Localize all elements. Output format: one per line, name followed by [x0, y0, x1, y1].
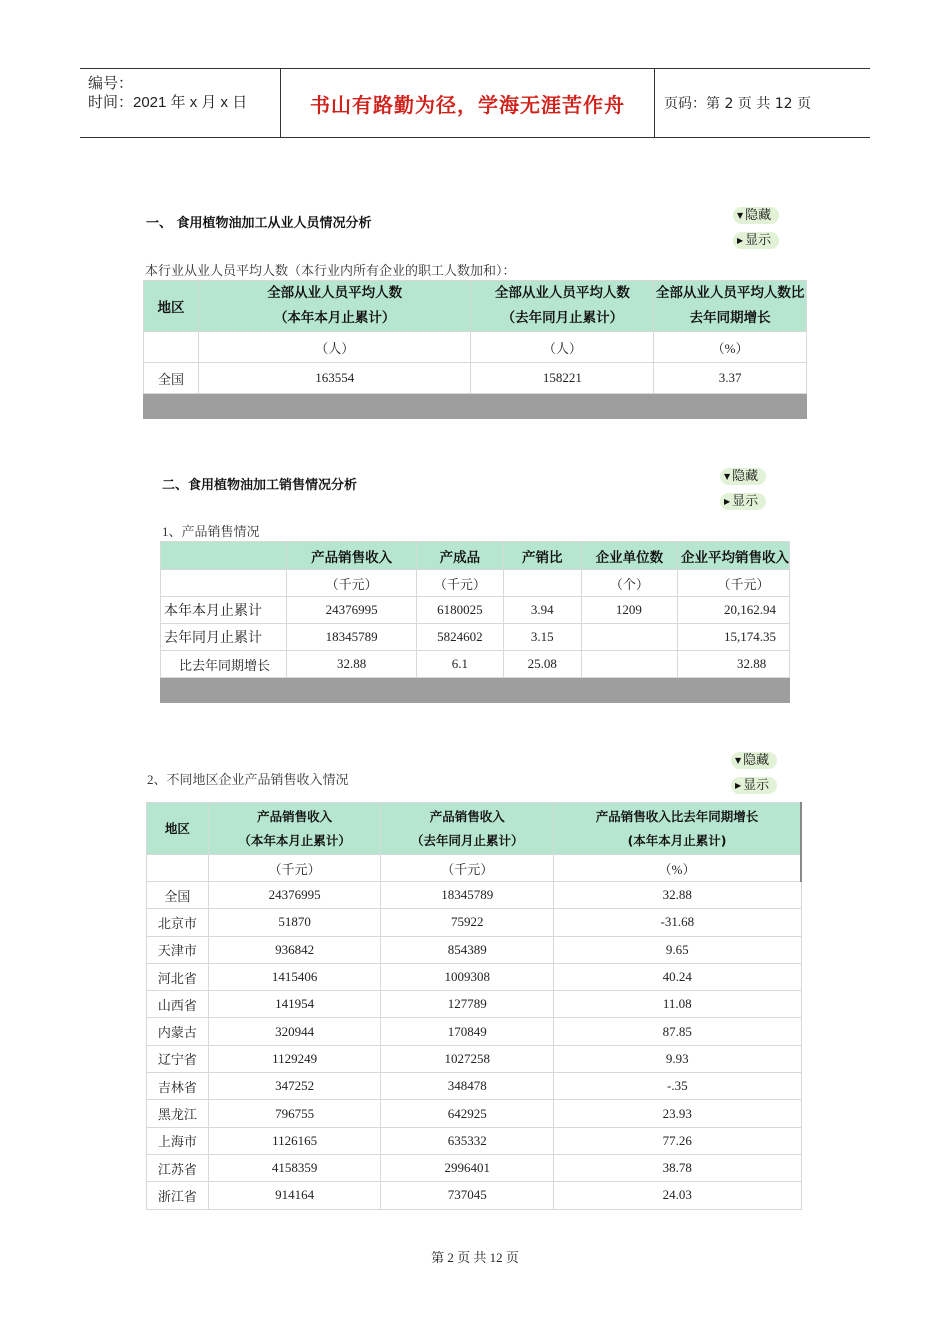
value-cell: 642925 — [381, 1100, 554, 1127]
value-cell: 1009308 — [381, 963, 554, 990]
header-cell: 产品销售收入 （去年同月止累计） — [381, 803, 554, 855]
show-toggle-3[interactable] — [731, 777, 777, 794]
unit-cell — [144, 332, 199, 363]
value-cell: 15,174.35 — [677, 624, 789, 651]
value-cell — [581, 651, 677, 678]
units-row — [161, 570, 790, 597]
value-cell: 38.78 — [554, 1154, 801, 1181]
value-cell: 4158359 — [208, 1154, 381, 1181]
section2-title: 二、食用植物油加工销售情况分析 — [162, 478, 358, 493]
page-info: 页码：第 2 页 共 12 页 — [664, 96, 811, 112]
header-cell: 产品销售收入 — [287, 542, 417, 570]
region-cell: 天津市 — [147, 936, 209, 963]
region-cell: 吉林省 — [147, 1073, 209, 1100]
value-cell: 347252 — [208, 1073, 381, 1100]
subsection1-title: 1、产品销售情况 — [162, 524, 260, 539]
header-cell: 企业单位数 — [581, 542, 677, 570]
table-row — [147, 1127, 802, 1154]
gray-bar-row — [144, 394, 807, 419]
value-cell: 32.88 — [677, 651, 789, 678]
table-header-row — [144, 281, 807, 332]
header-cell — [161, 542, 287, 570]
value-cell: 796755 — [208, 1100, 381, 1127]
value-cell: 1129249 — [208, 1045, 381, 1072]
header-page-cell — [654, 69, 870, 137]
value-cell: 9.93 — [554, 1045, 801, 1072]
number-label: 编号： — [88, 75, 134, 92]
region-cell: 河北省 — [147, 963, 209, 990]
region-cell: 北京市 — [147, 909, 209, 936]
hide-label: 隐藏 — [743, 753, 770, 768]
region-sales-table — [146, 802, 802, 1210]
header-meta — [80, 69, 280, 137]
section1-title: 一、 食用植物油加工从业人员情况分析 — [146, 216, 372, 231]
value-cell: 635332 — [381, 1127, 554, 1154]
show-label: 显示 — [743, 778, 770, 793]
table-row — [147, 991, 802, 1018]
value-cell: 25.08 — [503, 651, 581, 678]
value-cell: 914164 — [208, 1182, 381, 1209]
unit-cell: （千元） — [381, 855, 554, 882]
value-cell: 1209 — [581, 597, 677, 624]
triangle-down-icon: ▼ — [737, 211, 744, 220]
triangle-right-icon: ▶ — [735, 781, 742, 790]
table-row — [161, 624, 790, 651]
hide-toggle-1[interactable] — [733, 207, 779, 224]
header-cell: 产销比 — [503, 542, 581, 570]
region-cell: 辽宁省 — [147, 1045, 209, 1072]
region-cell: 全国 — [144, 363, 199, 394]
show-toggle-2[interactable] — [720, 493, 766, 510]
value-cell: 158221 — [471, 363, 654, 394]
units-row — [144, 332, 807, 363]
value-cell: 18345789 — [381, 882, 554, 909]
hide-toggle-3[interactable] — [731, 752, 777, 769]
header-cell: 全部从业人员平均人数 （本年本月止累计） — [198, 281, 471, 332]
row-label: 比去年同期增长 — [161, 651, 287, 678]
triangle-right-icon: ▶ — [737, 236, 744, 245]
units-row — [147, 855, 802, 882]
region-cell: 内蒙古 — [147, 1018, 209, 1045]
section1-note: 本行业从业人员平均人数（本行业内所有企业的职工人数加和）： — [145, 263, 516, 278]
header-cell: 全部从业人员平均人数比 去年同期增长 — [654, 281, 807, 332]
header-cell: 地区 — [147, 803, 209, 855]
value-cell: 32.88 — [287, 651, 417, 678]
table-row — [161, 651, 790, 678]
row-label: 本年本月止累计 — [161, 597, 287, 624]
gray-bar-row — [161, 678, 790, 703]
value-cell: 24376995 — [208, 882, 381, 909]
unit-cell: （千元） — [208, 855, 381, 882]
unit-cell: （%） — [554, 855, 801, 882]
table-row — [147, 1154, 802, 1181]
value-cell — [581, 624, 677, 651]
region-cell: 黑龙江 — [147, 1100, 209, 1127]
table-row — [147, 1100, 802, 1127]
unit-cell: （千元） — [677, 570, 789, 597]
value-cell: 6.1 — [417, 651, 504, 678]
value-cell: 854389 — [381, 936, 554, 963]
triangle-down-icon: ▼ — [735, 756, 742, 765]
unit-cell: （个） — [581, 570, 677, 597]
header-motto-cell — [280, 69, 655, 137]
value-cell: 1027258 — [381, 1045, 554, 1072]
unit-cell — [147, 855, 209, 882]
motto-text: 书山有路勤为径，学海无涯苦作舟 — [310, 92, 625, 117]
unit-cell: （人） — [471, 332, 654, 363]
value-cell: 3.94 — [503, 597, 581, 624]
gray-bar — [144, 394, 807, 419]
staff-table — [143, 280, 807, 419]
table-row — [147, 1182, 802, 1209]
unit-cell — [161, 570, 287, 597]
value-cell: 3.37 — [654, 363, 807, 394]
value-cell: -31.68 — [554, 909, 801, 936]
table-row — [147, 1073, 802, 1100]
value-cell: -.35 — [554, 1073, 801, 1100]
value-cell: 348478 — [381, 1073, 554, 1100]
hide-label: 隐藏 — [732, 469, 759, 484]
value-cell: 936842 — [208, 936, 381, 963]
table-row — [147, 1045, 802, 1072]
row-label: 去年同月止累计 — [161, 624, 287, 651]
value-cell: 24.03 — [554, 1182, 801, 1209]
gray-bar — [161, 678, 790, 703]
region-cell: 上海市 — [147, 1127, 209, 1154]
value-cell: 20,162.94 — [677, 597, 789, 624]
value-cell: 11.08 — [554, 991, 801, 1018]
table-header-row — [147, 803, 802, 855]
triangle-down-icon: ▼ — [724, 472, 731, 481]
value-cell: 9.65 — [554, 936, 801, 963]
value-cell: 1415406 — [208, 963, 381, 990]
triangle-right-icon: ▶ — [724, 497, 731, 506]
value-cell: 75922 — [381, 909, 554, 936]
table-row — [147, 909, 802, 936]
value-cell: 18345789 — [287, 624, 417, 651]
region-cell: 浙江省 — [147, 1182, 209, 1209]
sales-table — [160, 541, 790, 703]
unit-cell: （人） — [198, 332, 471, 363]
value-cell: 40.24 — [554, 963, 801, 990]
value-cell: 3.15 — [503, 624, 581, 651]
region-cell: 江苏省 — [147, 1154, 209, 1181]
value-cell: 6180025 — [417, 597, 504, 624]
value-cell: 5824602 — [417, 624, 504, 651]
hide-toggle-2[interactable] — [720, 468, 766, 485]
header-cell: 产品销售收入 （本年本月止累计） — [208, 803, 381, 855]
value-cell: 737045 — [381, 1182, 554, 1209]
show-label: 显示 — [745, 233, 772, 248]
header-cell: 全部从业人员平均人数 （去年同月止累计） — [471, 281, 654, 332]
table-row — [147, 963, 802, 990]
value-cell: 170849 — [381, 1018, 554, 1045]
time-label: 时间：2021 年 x 月 x 日 — [88, 94, 248, 111]
unit-cell: （千元） — [287, 570, 417, 597]
region-cell: 全国 — [147, 882, 209, 909]
value-cell: 141954 — [208, 991, 381, 1018]
header-cell: 地区 — [144, 281, 199, 332]
value-cell: 2996401 — [381, 1154, 554, 1181]
unit-cell — [503, 570, 581, 597]
table-row — [144, 363, 807, 394]
value-cell: 24376995 — [287, 597, 417, 624]
unit-cell: （%） — [654, 332, 807, 363]
hide-label: 隐藏 — [745, 208, 772, 223]
value-cell: 127789 — [381, 991, 554, 1018]
value-cell: 51870 — [208, 909, 381, 936]
table-row — [161, 597, 790, 624]
value-cell: 32.88 — [554, 882, 801, 909]
document-header — [80, 68, 870, 138]
table-header-row — [161, 542, 790, 570]
header-cell: 产成品 — [417, 542, 504, 570]
table-row — [147, 882, 802, 909]
table-row — [147, 936, 802, 963]
show-toggle-1[interactable] — [733, 232, 779, 249]
table-row — [147, 1018, 802, 1045]
subsection2-title: 2、不同地区企业产品销售收入情况 — [147, 772, 349, 787]
value-cell: 77.26 — [554, 1127, 801, 1154]
header-cell: 企业平均销售收入 — [677, 542, 789, 570]
show-label: 显示 — [732, 494, 759, 509]
unit-cell: （千元） — [417, 570, 504, 597]
value-cell: 87.85 — [554, 1018, 801, 1045]
value-cell: 23.93 — [554, 1100, 801, 1127]
value-cell: 163554 — [198, 363, 471, 394]
page-footer: 第 2 页 共 12 页 — [431, 1250, 519, 1265]
header-cell: 产品销售收入比去年同期增长 (本年本月止累计) — [554, 803, 801, 855]
value-cell: 1126165 — [208, 1127, 381, 1154]
region-cell: 山西省 — [147, 991, 209, 1018]
value-cell: 320944 — [208, 1018, 381, 1045]
